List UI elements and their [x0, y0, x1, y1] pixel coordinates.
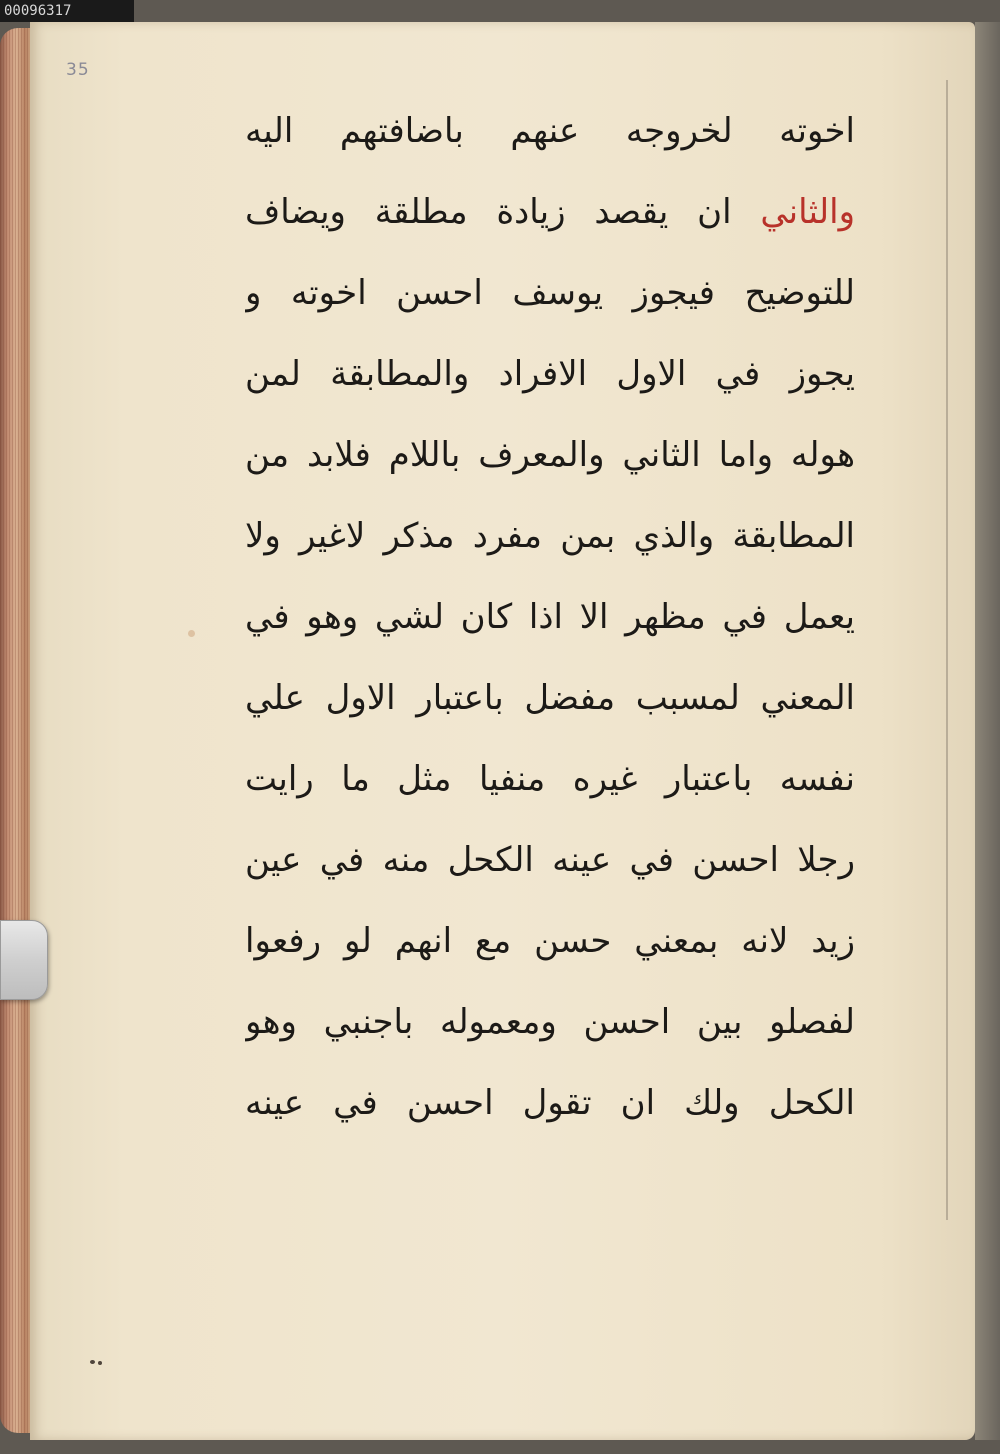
text-line-3 — [245, 258, 855, 339]
margin-fold-line — [946, 80, 948, 1220]
folio-number: 35 — [66, 60, 90, 80]
line-text: المطابقة والذي بمن مفرد مذكر لاغير ولا — [245, 516, 855, 556]
text-line-4 — [245, 339, 855, 420]
line-text: نفسه باعتبار غيره منفيا مثل ما رايت — [245, 759, 855, 799]
text-line-11 — [245, 906, 855, 987]
text-line-9 — [245, 744, 855, 825]
line-text: يجوز في الاول الافراد والمطابقة لمن — [245, 354, 855, 394]
text-line-1 — [245, 96, 855, 177]
line-text: المعني لمسبب مفضل باعتبار الاول علي — [245, 678, 855, 718]
rubric-word: والثاني — [760, 192, 855, 232]
line-text: للتوضيح فيجوز يوسف احسن اخوته و — [245, 273, 855, 313]
paper-stain — [188, 630, 195, 637]
line-text: اخوته لخروجه عنهم باضافتهم اليه — [245, 111, 855, 151]
paper-stain — [98, 1361, 102, 1365]
line-text: هوله واما الثاني والمعرف باللام فلابد من — [245, 435, 855, 475]
text-line-5 — [245, 420, 855, 501]
text-line-13 — [245, 1068, 855, 1149]
text-line-2 — [245, 177, 855, 258]
line-text: لفصلو بين احسن ومعموله باجنبي وهو — [245, 1002, 855, 1042]
manuscript-text-block — [245, 96, 855, 1149]
line-text: الكحل ولك ان تقول احسن في عينه — [245, 1083, 855, 1123]
text-line-10 — [245, 825, 855, 906]
text-line-12 — [245, 987, 855, 1068]
line-text: ان يقصد زيادة مطلقة ويضاف — [245, 192, 732, 232]
text-line-6 — [245, 501, 855, 582]
binding-clip — [0, 920, 48, 1000]
scan-strip-label: 00096317 — [0, 0, 134, 22]
text-line-8 — [245, 663, 855, 744]
line-text: زيد لانه بمعني حسن مع انهم لو رفعوا — [245, 921, 855, 961]
text-line-7 — [245, 582, 855, 663]
paper-stain — [90, 1360, 95, 1364]
gutter-shadow — [975, 22, 1000, 1440]
line-text: رجلا احسن في عينه الكحل منه في عين — [245, 840, 855, 880]
line-text: يعمل في مظهر الا اذا كان لشي وهو في — [245, 597, 855, 637]
